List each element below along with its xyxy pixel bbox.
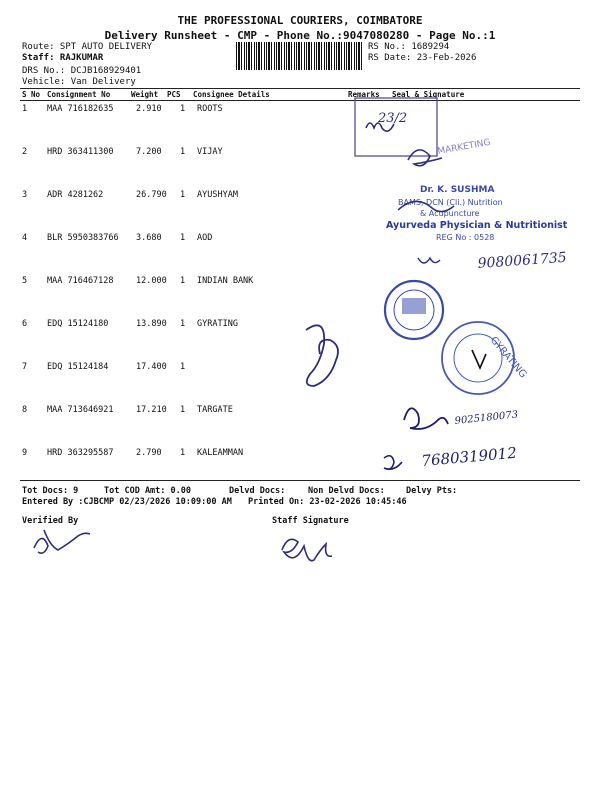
rs-number: RS No.: 1689294	[368, 42, 450, 52]
cell-pcs: 1	[180, 362, 186, 372]
cell-consignment: MAA 716182635	[47, 104, 114, 114]
drs-label: DRS No.: DCJB168929401	[22, 66, 142, 76]
cell-consignment: HRD 363411300	[47, 147, 114, 157]
cell-pcs: 1	[180, 104, 186, 114]
col-pcs: PCS	[167, 90, 181, 99]
row2-stamp-text: MARKETING	[436, 137, 492, 157]
printed-on: Printed On: 23-02-2026 10:45:46	[248, 497, 407, 507]
cell-consignee: ROOTS	[197, 104, 223, 114]
cell-consignment: MAA 716467128	[47, 276, 114, 286]
cell-sno: 6	[22, 319, 28, 329]
cell-consignee: TARGATE	[197, 405, 233, 415]
cell-weight: 13.890	[136, 319, 167, 329]
staff-label: Staff: RAJKUMAR	[22, 53, 104, 63]
cell-sno: 1	[22, 104, 28, 114]
ayurveda-reg: REG No : 0528	[436, 233, 495, 242]
cell-consignment: MAA 713646921	[47, 405, 114, 415]
cell-weight: 3.680	[136, 233, 162, 243]
cell-weight: 12.000	[136, 276, 167, 286]
verified-by-signature	[34, 530, 90, 553]
cell-consignment: HRD 363295587	[47, 448, 114, 458]
cell-consignment: ADR 4281262	[47, 190, 104, 200]
cell-pcs: 1	[180, 448, 186, 458]
col-weight: Weight	[131, 90, 159, 99]
cell-weight: 26.790	[136, 190, 167, 200]
hand-remark-1: 23/2	[378, 111, 408, 126]
col-sno: S No	[22, 90, 41, 99]
cell-sno: 5	[22, 276, 28, 286]
cell-consignee: KALEAMMAN	[197, 448, 244, 458]
cell-sno: 8	[22, 405, 28, 415]
cell-pcs: 1	[180, 147, 186, 157]
cell-weight: 17.400	[136, 362, 167, 372]
staff-signature-label: Staff Signature	[272, 516, 349, 526]
cell-consignee: GYRATING	[197, 319, 238, 329]
entered-by: Entered By :CJBCMP 02/23/2026 10:09:00 AM	[22, 497, 232, 507]
col-consignee: Consignee Details	[193, 90, 270, 99]
non-delivered-docs: Non Delvd Docs:	[308, 486, 385, 496]
cell-consignee: INDIAN BANK	[197, 276, 254, 286]
cell-consignment: BLR 5950383766	[47, 233, 119, 243]
cell-weight: 2.910	[136, 104, 162, 114]
total-docs: Tot Docs: 9	[22, 486, 79, 496]
hand-phone-2: 9025180073	[454, 409, 519, 427]
cell-weight: 2.790	[136, 448, 162, 458]
cell-pcs: 1	[180, 233, 186, 243]
gyrating-stamp-text: GYRATING	[487, 334, 529, 381]
ayurveda-name: Dr. K. SUSHMA	[420, 185, 495, 195]
cell-consignment: EDQ 15124184	[47, 362, 109, 372]
rs-date: RS Date: 23-Feb-2026	[368, 53, 477, 63]
cell-pcs: 1	[180, 190, 186, 200]
cell-sno: 7	[22, 362, 28, 372]
cell-consignee: VIJAY	[197, 147, 223, 157]
verified-by-label: Verified By	[22, 516, 79, 526]
cell-sno: 4	[22, 233, 28, 243]
route-label: Route: SPT AUTO DELIVERY	[22, 42, 153, 52]
col-consignment: Consignment No	[47, 90, 111, 99]
runsheet-title: Delivery Runsheet - CMP - Phone No.:9047080280 - Page No.:1	[104, 29, 496, 42]
cell-weight: 17.210	[136, 405, 167, 415]
hand-phone-1: 9080061735	[477, 249, 568, 272]
staff-signature	[282, 539, 332, 560]
cell-consignment: EDQ 15124180	[47, 319, 109, 329]
delivered-docs: Delvd Docs:	[229, 486, 286, 496]
cell-consignee: AOD	[197, 233, 213, 243]
delivery-points: Delvy Pts:	[406, 486, 458, 496]
vehicle-label: Vehicle: Van Delivery	[22, 77, 136, 87]
cell-pcs: 1	[180, 276, 186, 286]
total-cod: Tot COD Amt: 0.00	[104, 486, 191, 496]
cell-weight: 7.200	[136, 147, 162, 157]
ayurveda-title: Ayurveda Physician & Nutritionist	[386, 220, 568, 231]
ayurveda-extra: & Acupuncture	[420, 209, 480, 218]
cell-pcs: 1	[180, 319, 186, 329]
company-title: THE PROFESSIONAL COURIERS, COIMBATORE	[177, 14, 423, 27]
cell-sno: 2	[22, 147, 28, 157]
ayurveda-degree: BAMS, DCN (Cli.) Nutrition	[398, 198, 503, 207]
cell-pcs: 1	[180, 405, 186, 415]
hand-phone-3: 7680319012	[420, 443, 518, 470]
cell-consignee: AYUSHYAM	[197, 190, 238, 200]
col-remarks: Remarks	[348, 90, 380, 99]
cell-sno: 9	[22, 448, 28, 458]
cell-sno: 3	[22, 190, 28, 200]
col-seal: Seal & Signature	[392, 90, 465, 99]
